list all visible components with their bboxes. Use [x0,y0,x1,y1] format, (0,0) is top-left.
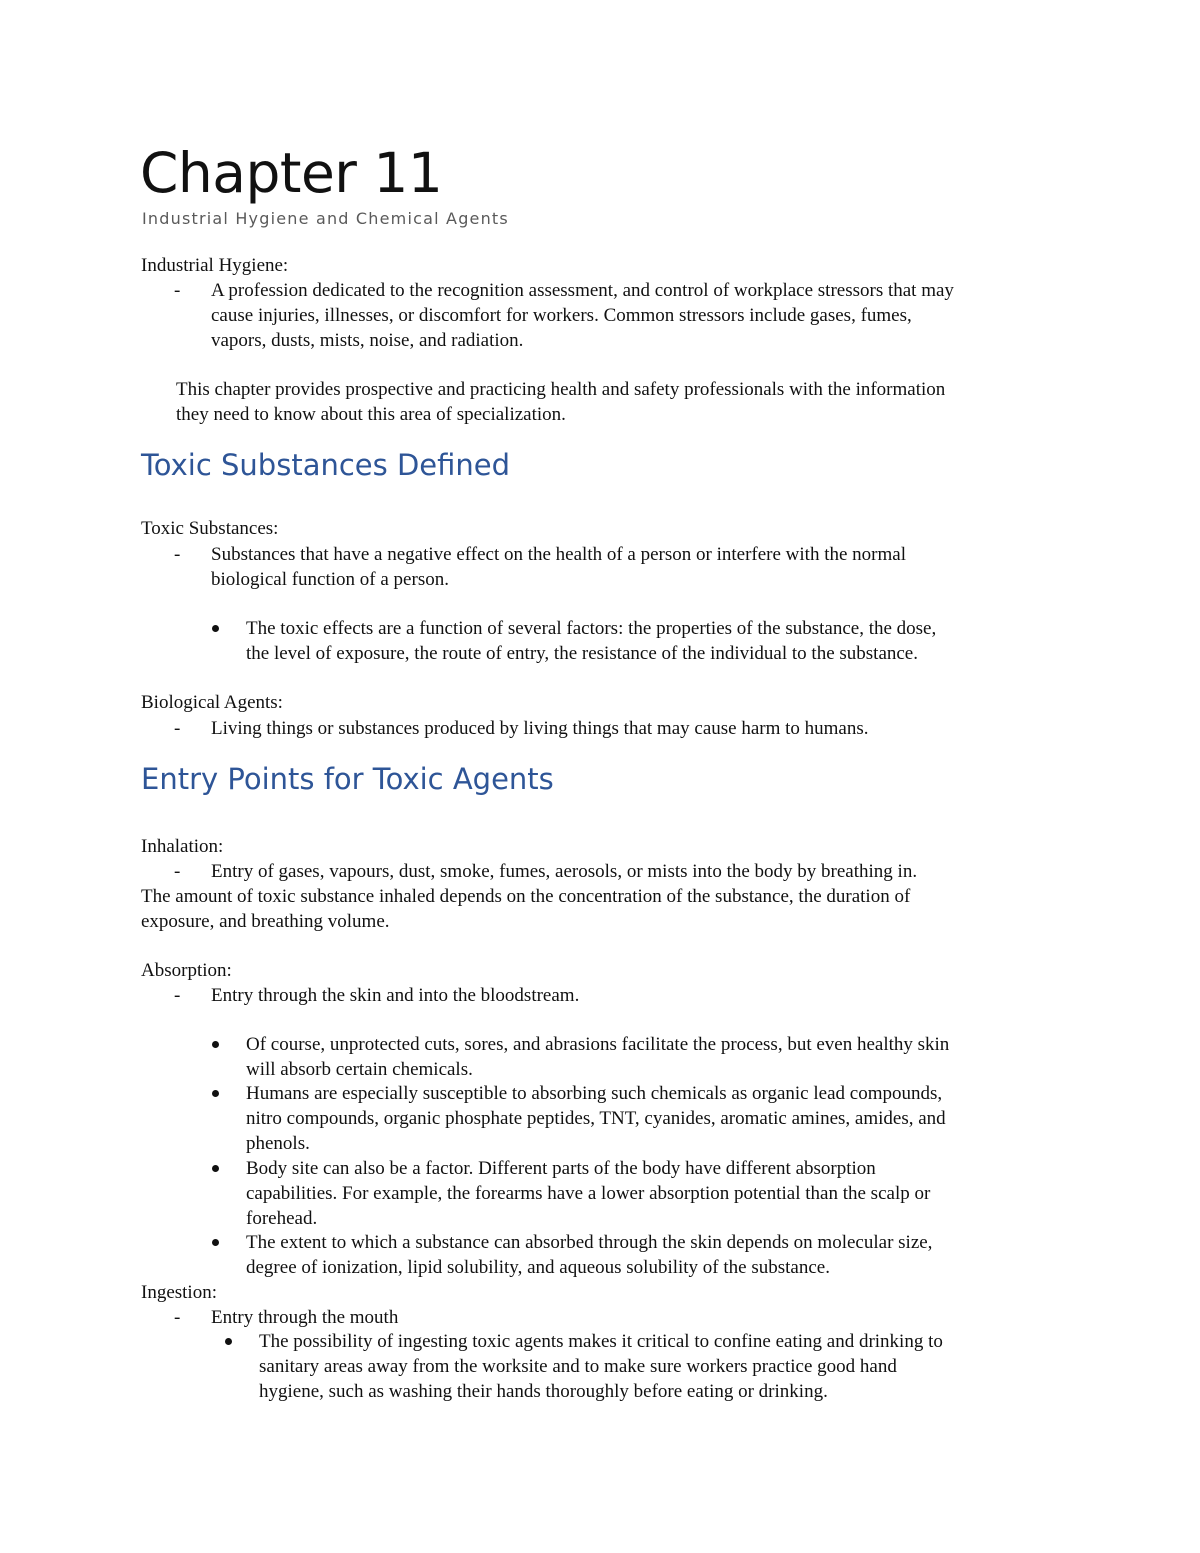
bullet-marker [225,1338,232,1345]
bullet-marker [212,1239,219,1246]
definition-line: Living things or substances produced by living things that may cause harm to humans. [211,718,869,739]
term-label-absorption: Absorption: [141,960,232,981]
term-label-industrial-hygiene: Industrial Hygiene: [141,255,289,276]
paragraph-line: exposure, and breathing volume. [141,911,390,932]
definition-line: Entry through the mouth [211,1307,399,1328]
bullet-line: The extent to which a substance can absorbed through the skin depends on molecular size, [246,1232,933,1253]
bullet-line: the level of exposure, the route of entry, the resistance of the individual to the substance. [246,643,918,664]
bullet-line: capabilities. For example, the forearms have a lower absorption potential than the scalp or [246,1183,931,1204]
paragraph-line: This chapter provides prospective and practicing health and safety professionals with the information [176,379,946,400]
dash-marker: - [174,861,181,882]
definition-line: vapors, dusts, mists, noise, and radiation. [211,330,524,351]
bullet-line: Body site can also be a factor. Different parts of the body have different absorption [246,1158,876,1179]
definition-line: cause injuries, illnesses, or discomfort for workers. Common stressors include gases, fumes, [211,305,912,326]
dash-marker: - [174,985,181,1006]
heading-entry-points: Entry Points for Toxic Agents [141,762,554,796]
definition-line: Entry through the skin and into the bloodstream. [211,985,580,1006]
term-label-biological-agents: Biological Agents: [141,692,283,713]
bullet-marker [212,1041,219,1048]
definition-line: biological function of a person. [211,569,449,590]
bullet-line: Humans are especially susceptible to absorbing such chemicals as organic lead compounds, [246,1083,943,1104]
bullet-line: Of course, unprotected cuts, sores, and abrasions facilitate the process, but even healthy skin [246,1034,950,1055]
bullet-line: forehead. [246,1208,318,1229]
bullet-line: will absorb certain chemicals. [246,1059,473,1080]
bullet-line: The toxic effects are a function of several factors: the properties of the substance, the dose, [246,618,937,639]
bullet-line: nitro compounds, organic phosphate peptides, TNT, cyanides, aromatic amines, amides, and [246,1108,946,1129]
definition-line: Substances that have a negative effect on the health of a person or interfere with the normal [211,544,906,565]
term-label-ingestion: Ingestion: [141,1282,217,1303]
dash-marker: - [174,718,181,739]
bullet-marker [212,625,219,632]
bullet-marker [212,1165,219,1172]
definition-line: A profession dedicated to the recognition assessment, and control of workplace stressors that may [211,280,954,301]
chapter-title: Chapter 11 [140,141,443,205]
bullet-line: phenols. [246,1133,310,1154]
dash-marker: - [174,1307,181,1328]
dash-marker: - [174,280,181,301]
definition-line: Entry of gases, vapours, dust, smoke, fumes, aerosols, or mists into the body by breathing in. [211,861,918,882]
bullet-line: hygiene, such as washing their hands thoroughly before eating or drinking. [259,1381,828,1402]
bullet-marker [212,1090,219,1097]
paragraph-line: they need to know about this area of specialization. [176,404,566,425]
paragraph-line: The amount of toxic substance inhaled depends on the concentration of the substance, the duration of [141,886,911,907]
bullet-line: degree of ionization, lipid solubility, and aqueous solubility of the substance. [246,1257,830,1278]
bullet-line: sanitary areas away from the worksite and to make sure workers practice good hand [259,1356,897,1377]
heading-toxic-substances: Toxic Substances Defined [141,448,511,482]
term-label-inhalation: Inhalation: [141,836,224,857]
bullet-line: The possibility of ingesting toxic agents makes it critical to confine eating and drinking to [259,1331,943,1352]
chapter-subtitle: Industrial Hygiene and Chemical Agents [142,209,509,228]
term-label-toxic-substances: Toxic Substances: [141,518,279,539]
dash-marker: - [174,544,181,565]
